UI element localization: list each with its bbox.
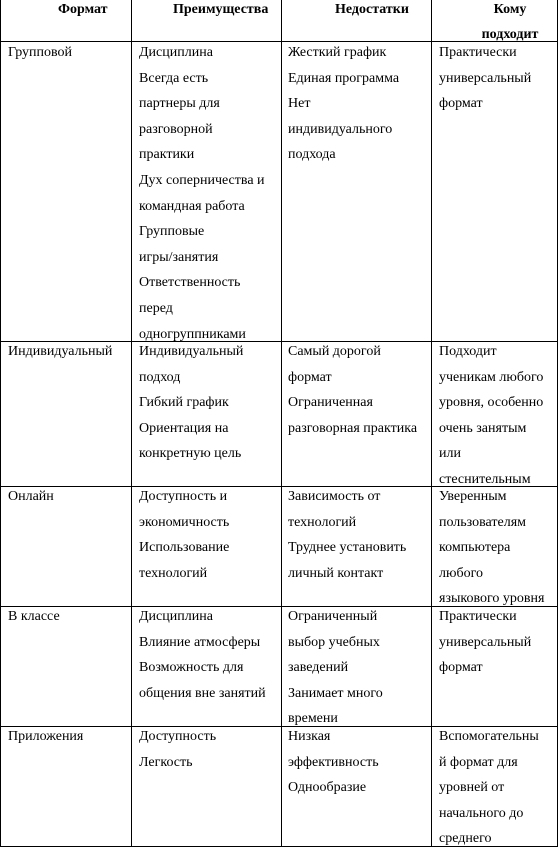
cell-cons: Самый дорогой формат Ограниченная разговорная практика [288,344,418,436]
cell-pros: Доступность и экономичность Использование технологий [139,489,230,581]
header-audience-line: подходит [481,27,539,42]
cell-audience: Подходит ученикам любого уровня, особенно очень занятым или стеснительным [439,344,544,487]
column-border [0,0,1,847]
cell-cons: Ограниченный выбор учебных заведений Занимает много времени [288,609,383,727]
cell-pros: Доступность Легкость [139,729,217,770]
cell-cons: Зависимость от технологий Труднее установить личный контакт [288,489,407,581]
column-border [281,0,282,847]
column-border [131,0,132,847]
cell-pros: Индивидуальный подход Гибкий график Ориентация на конкретную цель [139,344,244,462]
cell-format: В классе [8,609,60,624]
cell-pros: Дисциплина Всегда есть партнеры для разговорной практики Дух соперничества и командная работа Групповые игры/занятия Ответственность перед одногруппниками [139,45,265,342]
cell-cons: Низкая эффективность Однообразие [288,729,379,796]
header-audience-line: Кому [493,2,527,17]
cell-cons: Жесткий график Единая программа Нет индивидуального подхода [288,45,400,163]
cell-format: Индивидуальный [8,344,113,359]
cell-format: Приложения [8,729,84,744]
column-border [431,0,432,847]
cell-format: Онлайн [8,489,54,504]
cell-pros: Дисциплина Влияние атмосферы Возможность для общения вне занятий [139,609,266,701]
cell-audience: Уверенным пользователям компьютера любого языкового уровня [439,489,545,607]
cell-audience: Практически универсальный формат [439,609,532,676]
header-pros: Преимущества [173,2,269,17]
cell-format: Групповой [8,45,73,60]
cell-audience: Вспомогательны й формат для уровней от начального до среднего [439,729,539,847]
header-cons: Недостатки [335,2,409,17]
cell-audience: Практически универсальный формат [439,45,532,112]
header-format: Формат [58,2,108,17]
